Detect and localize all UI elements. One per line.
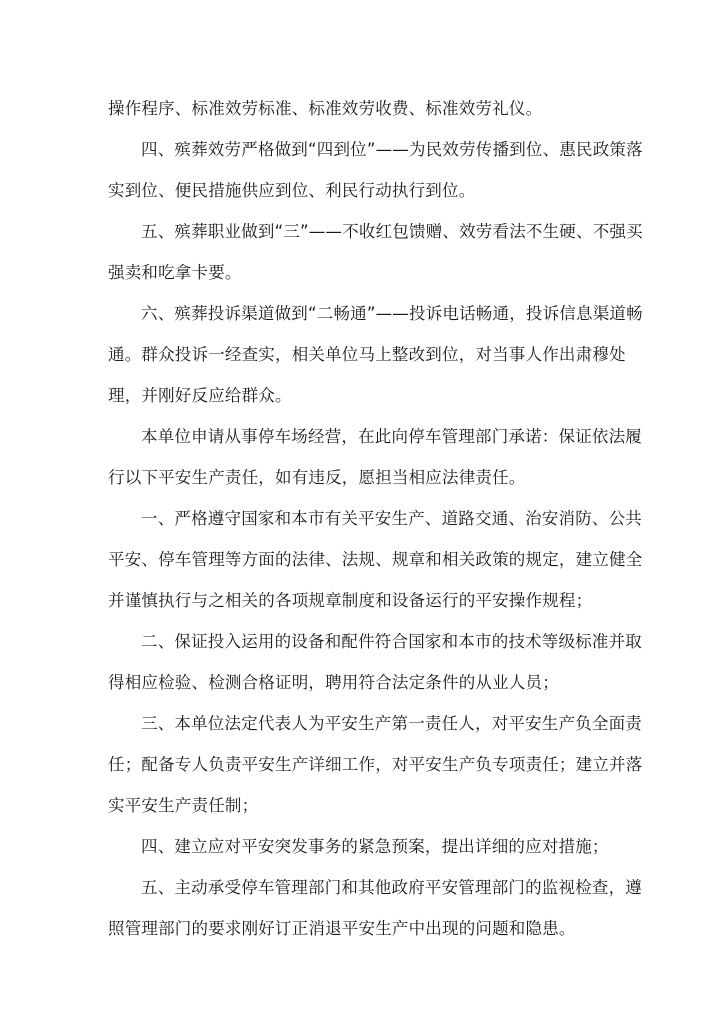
- paragraph-item-4: 四、建立应对平安突发事务的紧急预案，提出详细的应对措施；: [141, 837, 609, 856]
- paragraph-four-in-place: 四、殡葬效劳严格做到“四到位”——为民效劳传播到位、惠民政策落实到位、便民措施供应到位、利民行动执行到位。: [108, 140, 643, 200]
- paragraph-complaint-channels: 六、殡葬投诉渠道做到“二畅通”——投诉电话畅通，投诉信息渠道畅通。群众投诉一经查实，相关单位马上整改到位，对当事人作出肃穆处理，并刚好反应给群众。: [108, 304, 643, 405]
- paragraph-item-5: 五、主动承受停车管理部门和其他政府平安管理部门的监视检查，遵照管理部门的要求刚好订正消退平安生产中出现的问题和隐患。: [108, 878, 642, 938]
- document-body: [108, 88, 648, 949]
- paragraph-three-nos: 五、殡葬职业做到“三”——不收红包馈赠、效劳看法不生硬、不强买强卖和吃拿卡要。: [108, 222, 643, 282]
- paragraph-parking-commitment: 本单位申请从事停车场经营，在此向停车管理部门承诺：保证依法履行以下平安生产责任，如有违反，愿担当相应法律责任。: [108, 427, 642, 487]
- paragraph-item-1: 一、严格遵守国家和本市有关平安生产、道路交通、治安消防、公共平安、停车管理等方面的法律、法规、规章和相关政策的规定，建立健全并谨慎执行与之相关的各项规章制度和设备运行的平安操作规程；: [108, 509, 643, 610]
- paragraph-continuation: 操作程序、标准效劳标准、标准效劳收费、标准效劳礼仪。: [108, 99, 543, 118]
- paragraph-item-3: 三、本单位法定代表人为平安生产第一责任人，对平安生产负全面责任；配备专人负责平安生产详细工作，对平安生产负专项责任；建立并落实平安生产责任制；: [108, 714, 643, 815]
- paragraph-item-2: 二、保证投入运用的设备和配件符合国家和本市的技术等级标准并取得相应检验、检测合格证明，聘用符合法定条件的从业人员；: [108, 632, 642, 692]
